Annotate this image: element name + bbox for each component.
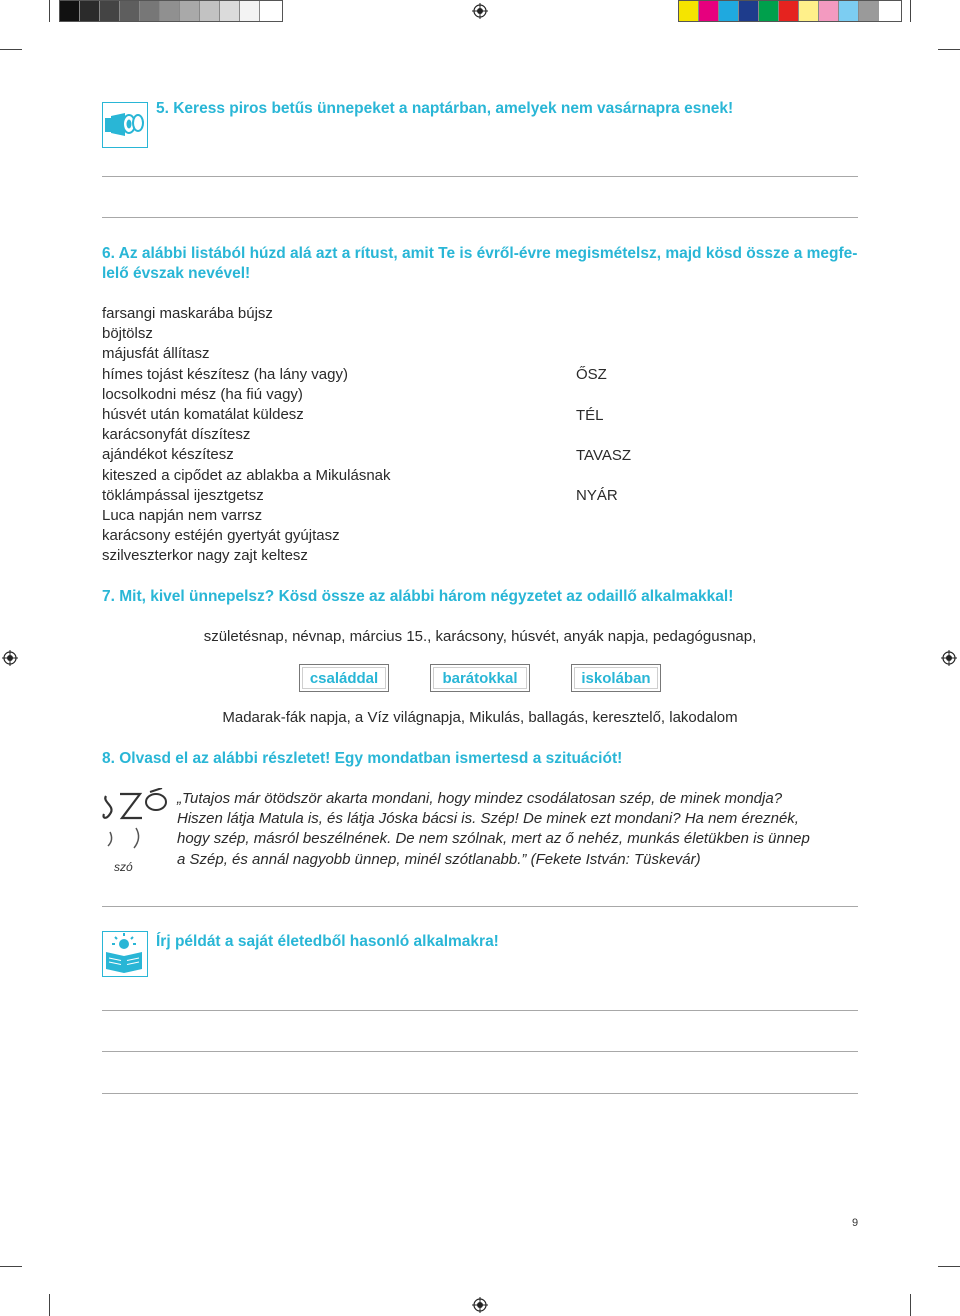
binoculars-icon: [102, 102, 148, 148]
page-number: 9: [852, 1217, 859, 1229]
task5-title: 5. Keress piros betűs ünnepeket a naptárban, amelyek nem vasárnapra esnek!: [156, 100, 734, 117]
color-bar: [678, 0, 902, 22]
crop-mark: [49, 0, 50, 22]
list-item[interactable]: locsolkodni mész (ha fiú vagy): [102, 385, 303, 403]
color-swatch: [699, 1, 719, 21]
gray-swatch: [60, 1, 80, 21]
registration-mark-left-icon: [2, 650, 18, 666]
color-swatch: [819, 1, 839, 21]
gray-swatch: [100, 1, 120, 21]
crop-mark: [0, 49, 22, 50]
crop-mark: [938, 49, 960, 50]
list-item[interactable]: böjtölsz: [102, 325, 153, 343]
task6-title-line1: 6. Az alábbi listából húzd alá azt a rítust, amit Te is évről-évre megismételsz, majd kösd össze a megfe-: [102, 245, 858, 262]
crop-mark: [0, 1266, 22, 1267]
list-item[interactable]: kiteszed a cipődet az ablakba a Mikulásnak: [102, 466, 391, 484]
task9-title: Írj példát a saját életedből hasonló alkalmakra!: [156, 933, 499, 950]
gray-swatch: [120, 1, 140, 21]
list-item[interactable]: ajándékot készítesz: [102, 446, 234, 464]
crop-mark: [938, 1266, 960, 1267]
registration-mark-bottom-icon: [472, 1297, 488, 1313]
crop-mark: [910, 0, 911, 22]
list-item[interactable]: farsangi maskarába bújsz: [102, 305, 273, 322]
box-family[interactable]: családdal: [299, 664, 389, 692]
gray-swatch: [220, 1, 240, 21]
occasions-bottom: Madarak-fák napja, a Víz világnapja, Mikulás, ballagás, keresztelő, lakodalom: [222, 709, 738, 726]
gray-swatch: [140, 1, 160, 21]
answer-line: [102, 906, 858, 907]
answer-line: [102, 1010, 858, 1011]
season-spring[interactable]: TAVASZ: [576, 447, 632, 464]
color-swatch: [759, 1, 779, 21]
quote-line: „Tutajos már ötödször akarta mondani, hogy mindez csodálatosan szép, de minek mondja?: [177, 790, 783, 807]
answer-line: [102, 217, 858, 218]
list-item[interactable]: húsvét után komatálat küldesz: [102, 406, 304, 424]
color-swatch: [679, 1, 699, 21]
crop-mark: [910, 1294, 911, 1316]
gray-swatch: [200, 1, 220, 21]
quote-block: [177, 789, 867, 870]
list-item[interactable]: hímes tojást készítesz (ha lány vagy): [102, 365, 348, 383]
list-item[interactable]: karácsony estéjén gyertyát gyújtasz: [102, 527, 340, 545]
gray-swatch: [240, 1, 260, 21]
quote-line: Hiszen látja Matula is, és látja Jóska bácsi is. Szép! De minek ezt mondani? Ha nem éreznék,: [177, 810, 799, 828]
crop-mark: [49, 1294, 50, 1316]
color-swatch: [839, 1, 859, 21]
season-summer[interactable]: NYÁR: [576, 487, 618, 504]
answer-line: [102, 1051, 858, 1052]
answer-line: [102, 1093, 858, 1094]
task6-title: [102, 244, 862, 284]
list-item[interactable]: Luca napján nem varrsz: [102, 507, 263, 525]
list-item[interactable]: karácsonyfát díszítesz: [102, 426, 251, 444]
color-swatch: [719, 1, 739, 21]
answer-line: [102, 176, 858, 177]
szo-caption: szó: [114, 860, 133, 874]
color-swatch: [779, 1, 799, 21]
task8-title: 8. Olvasd el az alábbi részletet! Egy mondatban ismertesd a szituációt!: [102, 750, 623, 767]
registration-mark-right-icon: [941, 650, 957, 666]
gray-color-bar: [59, 0, 283, 22]
occasions-top: születésnap, névnap, március 15., karácsony, húsvét, anyák napja, pedagógusnap,: [203, 628, 757, 645]
season-autumn[interactable]: ŐSZ: [576, 366, 607, 383]
season-winter[interactable]: TÉL: [576, 407, 604, 424]
list-item[interactable]: töklámpással ijesztgetsz: [102, 486, 264, 504]
color-swatch: [799, 1, 819, 21]
gray-swatch: [180, 1, 200, 21]
gray-swatch: [160, 1, 180, 21]
szo-word-icon: [100, 788, 172, 882]
box-friends[interactable]: barátokkal: [430, 664, 530, 692]
list-item[interactable]: szilveszterkor nagy zajt keltesz: [102, 547, 308, 565]
quote-line: a Szép, és annál nagyobb ünnep, minél szótlanabb.” (Fekete István: Tüskevár): [177, 850, 701, 868]
list-item[interactable]: májusfát állítasz: [102, 345, 210, 363]
gray-swatch: [80, 1, 100, 21]
quote-line: hogy szép, másról beszélnének. De nem szólnak, mert az ő nehéz, munkás életükben is ünnep: [177, 830, 810, 848]
ritual-list: [102, 304, 391, 567]
task7-title: 7. Mit, kivel ünnepelsz? Kösd össze az alábbi három négyzetet az odaillő alkalmakkal!: [102, 588, 734, 605]
box-school[interactable]: iskolában: [571, 664, 661, 692]
reading-book-icon: [102, 931, 148, 977]
gray-swatch: [260, 1, 280, 21]
task6-title-line2: lelő évszak nevével!: [102, 265, 251, 282]
color-swatch: [739, 1, 759, 21]
color-swatch: [859, 1, 879, 21]
registration-mark-top-icon: [472, 3, 488, 19]
